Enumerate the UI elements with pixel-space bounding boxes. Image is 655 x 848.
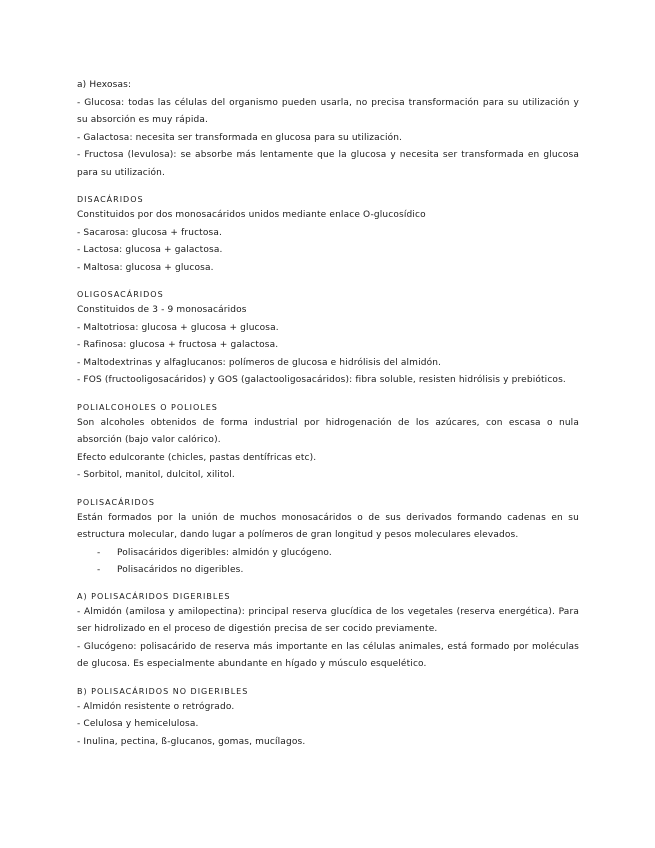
- polialcoholes-examples: - Sorbitol, manitol, dulcitol, xilitol.: [77, 470, 235, 480]
- polisacaridos-description: Están formados por la unión de muchos monosacáridos o de sus derivados formando cadenas en su estructura molecular, dando lugar a polímeros de gran longitud y pesos moleculares elevados.: [77, 512, 579, 540]
- list-item: - Inulina, pectina, ß-glucanos, gomas, mucílagos.: [77, 736, 306, 747]
- no-digeribles-section: [77, 685, 579, 752]
- oligosacaridos-heading: OLIGOSACÁRIDOS: [77, 290, 164, 299]
- disacaridos-description: Constituidos por dos monosacáridos unidos mediante enlace O-glucosídico: [77, 210, 426, 220]
- list-item: - Almidón resistente o retrógrado.: [77, 701, 235, 712]
- digeribles-section: [77, 590, 579, 674]
- polisacaridos-section: [77, 496, 579, 579]
- polialcoholes-description: Son alcoholes obtenidos de forma industrial por hidrogenación de los azúcares, con escasa o nula absorción (bajo valor calórico).: [77, 417, 579, 445]
- hexosas-section: [77, 77, 579, 182]
- bullet-text: Polisacáridos digeribles: almidón y glucógeno.: [117, 547, 332, 558]
- bullet-dash: -: [97, 564, 101, 575]
- list-item: - Maltotriosa: glucosa + glucosa + glucosa.: [77, 322, 279, 333]
- oligosacaridos-section: [77, 288, 579, 390]
- hexosas-item-galactosa: - Galactosa: necesita ser transformada en glucosa para su utilización.: [77, 132, 403, 143]
- bullet-item: [77, 562, 579, 579]
- hexosas-item-glucosa: - Glucosa: todas las células del organismo pueden usarla, no precisa transformación para su utilización y su absorción es muy rápida.: [77, 97, 579, 125]
- polisacaridos-heading: POLISACÁRIDOS: [77, 497, 156, 507]
- disacaridos-section: [77, 193, 579, 277]
- hexosas-title: a) Hexosas:: [77, 80, 132, 90]
- list-item: - Maltosa: glucosa + glucosa.: [77, 262, 214, 273]
- no-digeribles-heading: B) POLISACÁRIDOS NO DIGERIBLES: [77, 686, 249, 696]
- disacaridos-heading: DISACÁRIDOS: [77, 195, 144, 204]
- polialcoholes-effect: Efecto edulcorante (chicles, pastas dentífricas etc).: [77, 452, 317, 463]
- digeribles-item-almidon: - Almidón (amilosa y amilopectina): principal reserva glucídica de los vegetales (reserva energética). Para ser hidrolizado en el proceso de digestión precisa de ser cocido previamente.: [77, 606, 579, 634]
- list-item: - Rafinosa: glucosa + fructosa + galactosa.: [77, 340, 279, 350]
- digeribles-heading: A) POLISACÁRIDOS DIGERIBLES: [77, 591, 231, 601]
- polialcoholes-section: [77, 401, 579, 485]
- digeribles-item-glucogeno: - Glucógeno: polisacárido de reserva más importante en las células animales, está formado por moléculas de glucosa. Es especialmente abundante en hígado y músculo esquelético.: [77, 641, 579, 669]
- bullet-item: [77, 545, 579, 562]
- document-page: [77, 77, 579, 751]
- bullet-dash: -: [97, 547, 101, 558]
- hexosas-item-fructosa: - Fructosa (levulosa): se absorbe más lentamente que la glucosa y necesita ser transformada en glucosa para su utilización.: [77, 150, 579, 178]
- list-item: - FOS (fructooligosacáridos) y GOS (galactooligosacáridos): fibra soluble, resisten hidrólisis y prebióticos.: [77, 375, 566, 385]
- bullet-text: Polisacáridos no digeribles.: [117, 564, 244, 575]
- list-item: - Sacarosa: glucosa + fructosa.: [77, 227, 223, 238]
- polialcoholes-heading: POLIALCOHOLES O POLIOLES: [77, 402, 218, 412]
- list-item: - Maltodextrinas y alfaglucanos: polímeros de glucosa e hidrólisis del almidón.: [77, 357, 442, 368]
- list-item: - Celulosa y hemicelulosa.: [77, 719, 199, 729]
- list-item: - Lactosa: glucosa + galactosa.: [77, 245, 223, 255]
- oligosacaridos-description: Constituidos de 3 - 9 monosacáridos: [77, 305, 247, 315]
